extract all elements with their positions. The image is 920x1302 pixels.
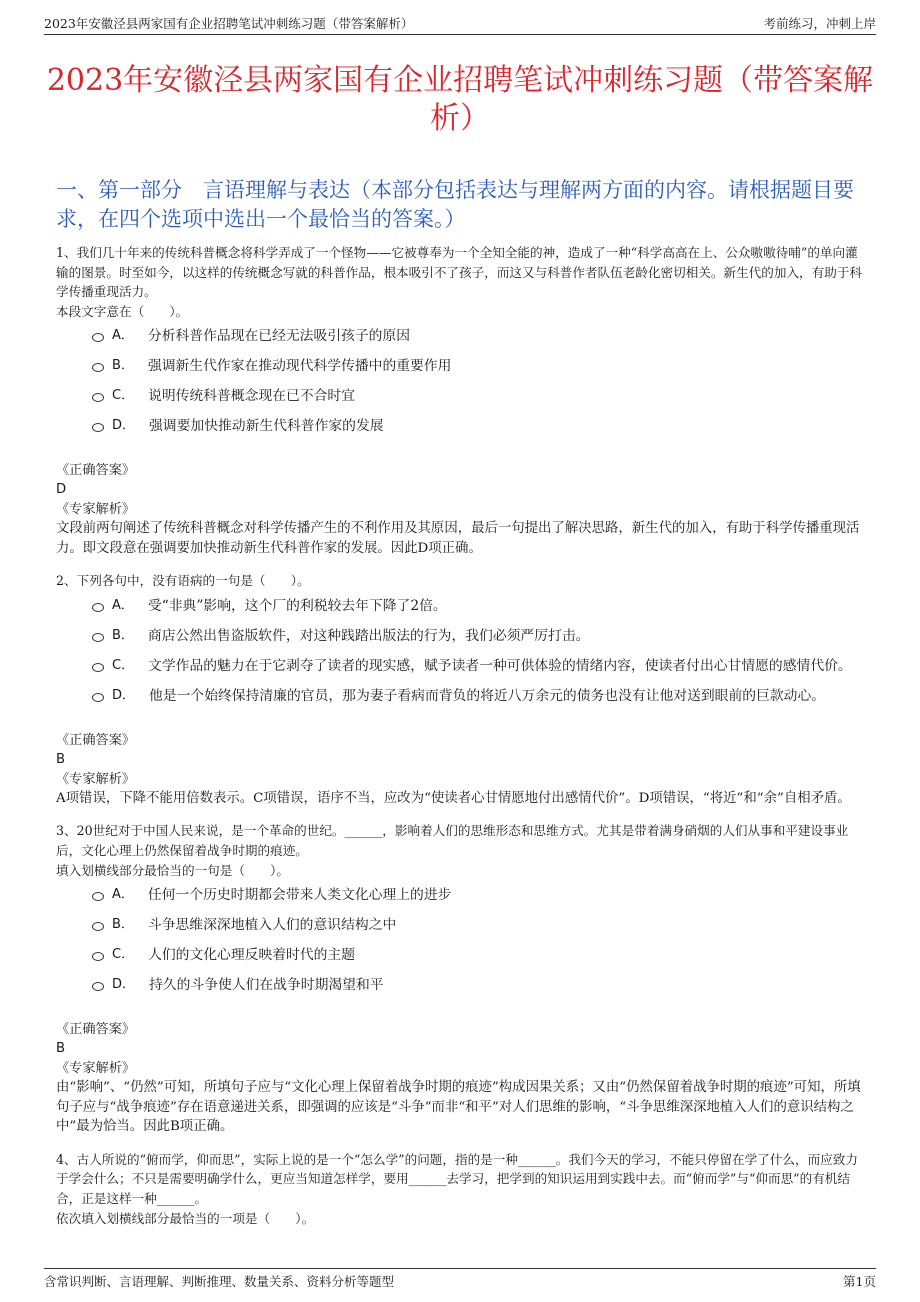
answer-label: 《正确答案》 [56, 732, 136, 748]
question-4 [56, 1150, 868, 1228]
option-text: 强调新生代作家在推动现代科学传播中的重要作用 [147, 358, 452, 375]
radio-icon[interactable] [92, 892, 104, 901]
option-letter: B． [112, 358, 134, 374]
radio-icon[interactable] [92, 333, 104, 342]
option-letter: D． [112, 418, 136, 434]
answer-value: B [56, 751, 66, 767]
option-letter: A． [112, 597, 134, 613]
option-a[interactable] [92, 324, 868, 348]
option-text: 他是一个始终保持清廉的官员，那为妻子看病而背负的将近八万余元的债务也没有让他对送到眼前的巨款动心。 [149, 687, 826, 704]
question-stem: 4、古人所说的“俯而学，仰而思”，实际上说的是一个“怎么学”的问题，指的是一种______。我们今天的学习，不能只停留在学了什么，而应致力于学会什么；不只是需要明确学什么，更应当知道怎样学，要用______去学习，把学到的知识运用到实践中去。而“俯而学”与“仰而思”的有机结合，正是这样一种______。 [56, 1151, 858, 1206]
answer-value: B [56, 1041, 66, 1057]
explanation-text: A项错误，下降不能用倍数表示。C项错误，语序不当，应改为“使读者心甘情愿地付出感情代价”。D项错误，“将近”和“余”自相矛盾。 [56, 790, 851, 806]
option-a[interactable] [92, 883, 868, 907]
header-slogan: 考前练习，冲刺上岸 [763, 16, 876, 31]
explanation-text: 由“影响”、“仍然”可知，所填句子应与“文化心理上保留着战争时期的痕迹”构成因果关系；又由“仍然保留着战争时期的痕迹”可知，所填句子应与“战争痕迹”存在语意递进关系，即强调的应该是“斗争”而非“和平”对人们思维的影响，“斗争思维深深地植入人们的意识结构之中”最为恰当。因此B项正确。 [56, 1080, 861, 1135]
option-b[interactable] [92, 624, 868, 648]
section-heading: 一、第一部分 言语理解与表达（本部分包括表达与理解两方面的内容。请根据题目要求，在四个选项中选出一个最恰当的答案。） [56, 178, 854, 231]
question-prompt: 依次填入划横线部分最恰当的一项是（ ）。 [56, 1210, 315, 1226]
option-text: 任何一个历史时期都会带来人类文化心理上的进步 [147, 887, 452, 904]
answer-label: 《正确答案》 [56, 463, 136, 479]
option-letter: A． [112, 328, 134, 344]
explanation-label: 《专家解析》 [56, 771, 136, 787]
option-a[interactable] [92, 594, 868, 618]
radio-icon[interactable] [92, 952, 104, 961]
option-c[interactable] [92, 384, 868, 408]
option-c[interactable] [92, 943, 868, 967]
option-b[interactable] [92, 913, 868, 937]
radio-icon[interactable] [92, 393, 104, 402]
option-text: 斗争思维深深地植入人们的意识结构之中 [147, 917, 397, 934]
answer-value: D [56, 482, 67, 498]
running-header [44, 12, 876, 35]
explanation-label: 《专家解析》 [56, 502, 136, 518]
answer-label: 《正确答案》 [56, 1022, 136, 1038]
footer-topics: 含常识判断、言语理解、判断推理、数量关系、资料分析等题型 [44, 1274, 395, 1289]
question-3 [56, 821, 868, 1136]
option-letter: A． [112, 887, 134, 903]
radio-icon[interactable] [92, 982, 104, 991]
question-1 [56, 243, 868, 558]
radio-icon[interactable] [92, 603, 104, 612]
option-letter: B． [112, 917, 134, 933]
option-text: 商店公然出售盗版软件，对这种践踏出版法的行为，我们必须严厉打击。 [147, 627, 590, 644]
option-letter: C． [112, 947, 135, 963]
page-title: 2023年安徽泾县两家国有企业招聘笔试冲刺练习题（带答案解析） [46, 63, 874, 137]
option-letter: D． [112, 687, 136, 703]
option-letter: C． [112, 657, 135, 673]
question-list [56, 243, 868, 1231]
question-stem: 3、20世纪对于中国人民来说，是一个革命的世纪。______，影响着人们的思维形态和思维方式。尤其是带着满身硝烟的人们从事和平建设事业后，文化心理上仍然保留着战争时期的痕迹。 [56, 823, 849, 859]
option-text: 强调要加快推动新生代科普作家的发展 [149, 418, 384, 435]
option-text: 人们的文化心理反映着时代的主题 [148, 947, 356, 964]
option-letter: D． [112, 977, 136, 993]
radio-icon[interactable] [92, 423, 104, 432]
radio-icon[interactable] [92, 663, 104, 672]
radio-icon[interactable] [92, 363, 104, 372]
question-2 [56, 571, 868, 808]
option-letter: C． [112, 388, 135, 404]
option-b[interactable] [92, 354, 868, 378]
option-text: 说明传统科普概念现在已不合时宜 [148, 388, 356, 405]
option-text: 分析科普作品现在已经无法吸引孩子的原因 [147, 328, 411, 345]
running-footer [44, 1268, 876, 1292]
radio-icon[interactable] [92, 922, 104, 931]
option-text: 受“非典”影响，这个厂的利税较去年下降了2倍。 [147, 597, 447, 614]
header-document-title: 2023年安徽泾县两家国有企业招聘笔试冲刺练习题（带答案解析） [44, 16, 414, 31]
option-text: 持久的斗争使人们在战争时期渴望和平 [149, 977, 384, 994]
option-d[interactable] [92, 684, 868, 708]
radio-icon[interactable] [92, 693, 104, 702]
question-stem: 2、下列各句中，没有语病的一句是（ ）。 [56, 573, 310, 589]
explanation-label: 《专家解析》 [56, 1061, 136, 1077]
option-text: 文学作品的魅力在于它剥夺了读者的现实感，赋予读者一种可供体验的情绪内容，使读者付出心甘情愿的感情代价。 [148, 657, 852, 674]
option-d[interactable] [92, 414, 868, 438]
option-d[interactable] [92, 973, 868, 997]
radio-icon[interactable] [92, 633, 104, 642]
question-prompt: 本段文字意在（ ）。 [56, 303, 189, 319]
option-letter: B． [112, 627, 134, 643]
option-c[interactable] [92, 654, 868, 678]
question-prompt: 填入划横线部分最恰当的一句是（ ）。 [56, 862, 289, 878]
explanation-text: 文段前两句阐述了传统科普概念对科学传播产生的不利作用及其原因，最后一句提出了解决思路，新生代的加入，有助于科学传播重现活力。即文段意在强调要加快推动新生代科普作家的发展。因此D项正确。 [56, 521, 860, 556]
page-number: 第1页 [843, 1274, 876, 1289]
question-stem: 1、我们几十年来的传统科普概念将科学弄成了一个怪物——它被尊奉为一个全知全能的神，造成了一种“科学高高在上、公众嗷嗷待哺”的单向灌输的图景。时至如今，以这样的传统概念写就的科普作品，根本吸引不了孩子，而这又与科普作者队伍老龄化密切相关。新生代的加入，有助于科学传播重现活力。 [56, 245, 862, 300]
